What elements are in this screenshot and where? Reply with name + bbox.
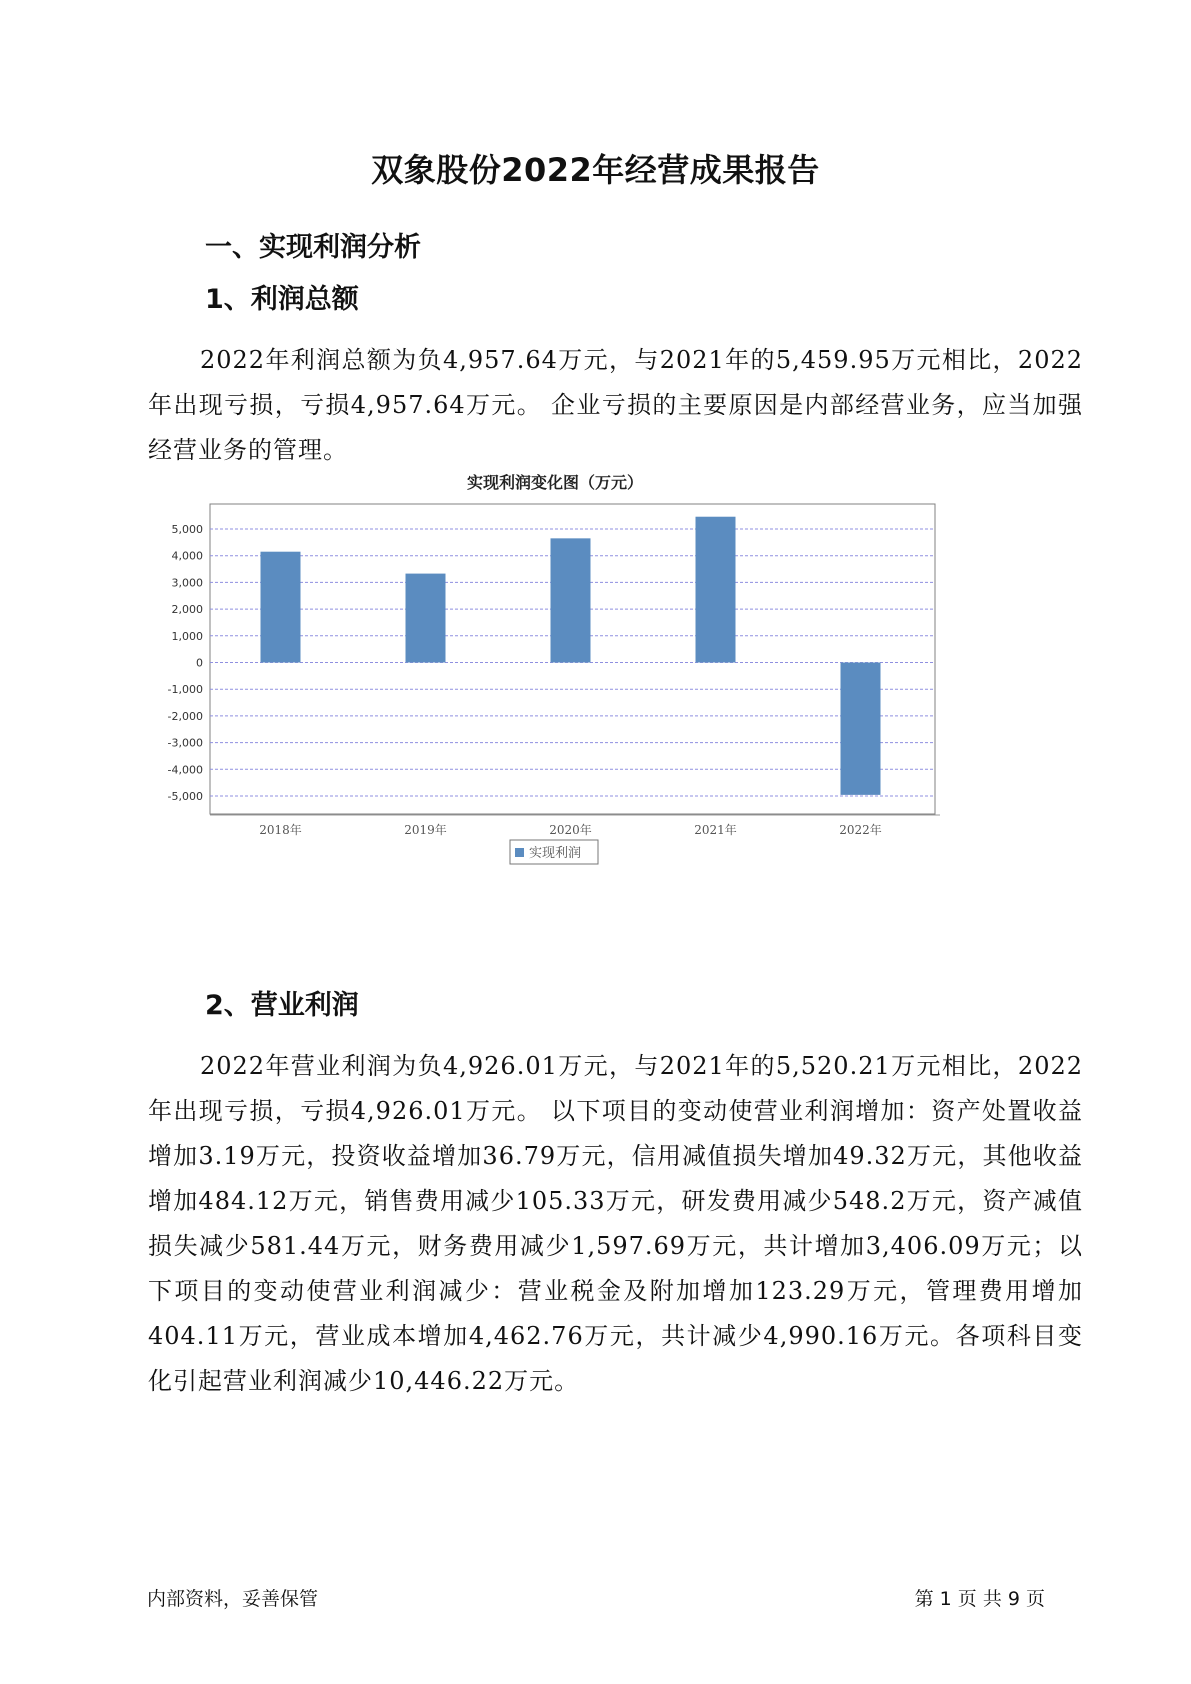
legend-label: 实现利润 <box>529 846 582 861</box>
y-tick-label: 0 <box>196 656 203 670</box>
y-tick-label: 4,000 <box>171 549 203 563</box>
bar <box>551 538 591 662</box>
x-tick-label: 2019年 <box>404 823 447 837</box>
x-tick-label: 2022年 <box>839 823 882 837</box>
x-tick-label: 2021年 <box>694 823 737 837</box>
chart-svg <box>160 468 1040 958</box>
bar <box>406 574 446 663</box>
bar <box>841 663 881 795</box>
footer-page-number: 第 1 页 共 9 页 <box>914 1588 1045 1610</box>
y-tick-label: -1,000 <box>167 683 203 697</box>
legend-swatch <box>515 848 524 857</box>
bar <box>696 517 736 663</box>
bar <box>261 552 301 663</box>
y-tick-label: 5,000 <box>171 523 203 536</box>
x-tick-label: 2020年 <box>549 823 592 837</box>
y-tick-label: -5,000 <box>167 790 203 803</box>
x-tick-label: 2018年 <box>259 823 302 837</box>
subheading-total-profit: 1、利润总额 <box>205 284 359 315</box>
y-tick-label: 2,000 <box>171 603 203 617</box>
y-tick-label: -4,000 <box>167 763 203 777</box>
paragraph-operating-profit: 2022年营业利润为负4,926.01万元，与2021年的5,520.21万元相比，2022年出现亏损，亏损4,926.01万元。 以下项目的变动使营业利润增加：资产处置收益增加3.19万元，投资收益增加36.79万元，信用减值损失增加49.32万元，其他收益增加484.12万元，销售费用减少105.33万元，研发费用减少548.2万元，资产减值损失减少581.44万元，财务费用减少1,597.69万元，共计增加3,406.09万元；以下项目的变动使营业利润减少：营业税金及附加增加123.29万元，管理费用增加404.11万元，营业成本增加4,462.76万元，共计减少4,990.16万元。各项科目变化引起营业利润减少10,446.22万元。 <box>148 1052 1083 1395</box>
document-title: 双象股份2022年经营成果报告 <box>371 151 820 189</box>
paragraph-total-profit: 2022年利润总额为负4,957.64万元，与2021年的5,459.95万元相比，2022年出现亏损，亏损4,957.64万元。 企业亏损的主要原因是内部经营业务，应当加强经营业务的管理。 <box>148 346 1083 464</box>
y-tick-label: -3,000 <box>167 736 203 750</box>
y-tick-label: 3,000 <box>171 576 203 590</box>
profit-change-chart <box>160 468 1040 928</box>
section-heading-profit-analysis: 一、实现利润分析 <box>205 232 421 263</box>
y-tick-label: -2,000 <box>167 709 203 723</box>
chart-title: 实现利润变化图（万元） <box>466 473 644 492</box>
y-tick-label: 1,000 <box>171 629 203 643</box>
footer-confidential-note: 内部资料，妥善保管 <box>147 1588 319 1610</box>
subheading-operating-profit: 2、营业利润 <box>205 990 359 1021</box>
